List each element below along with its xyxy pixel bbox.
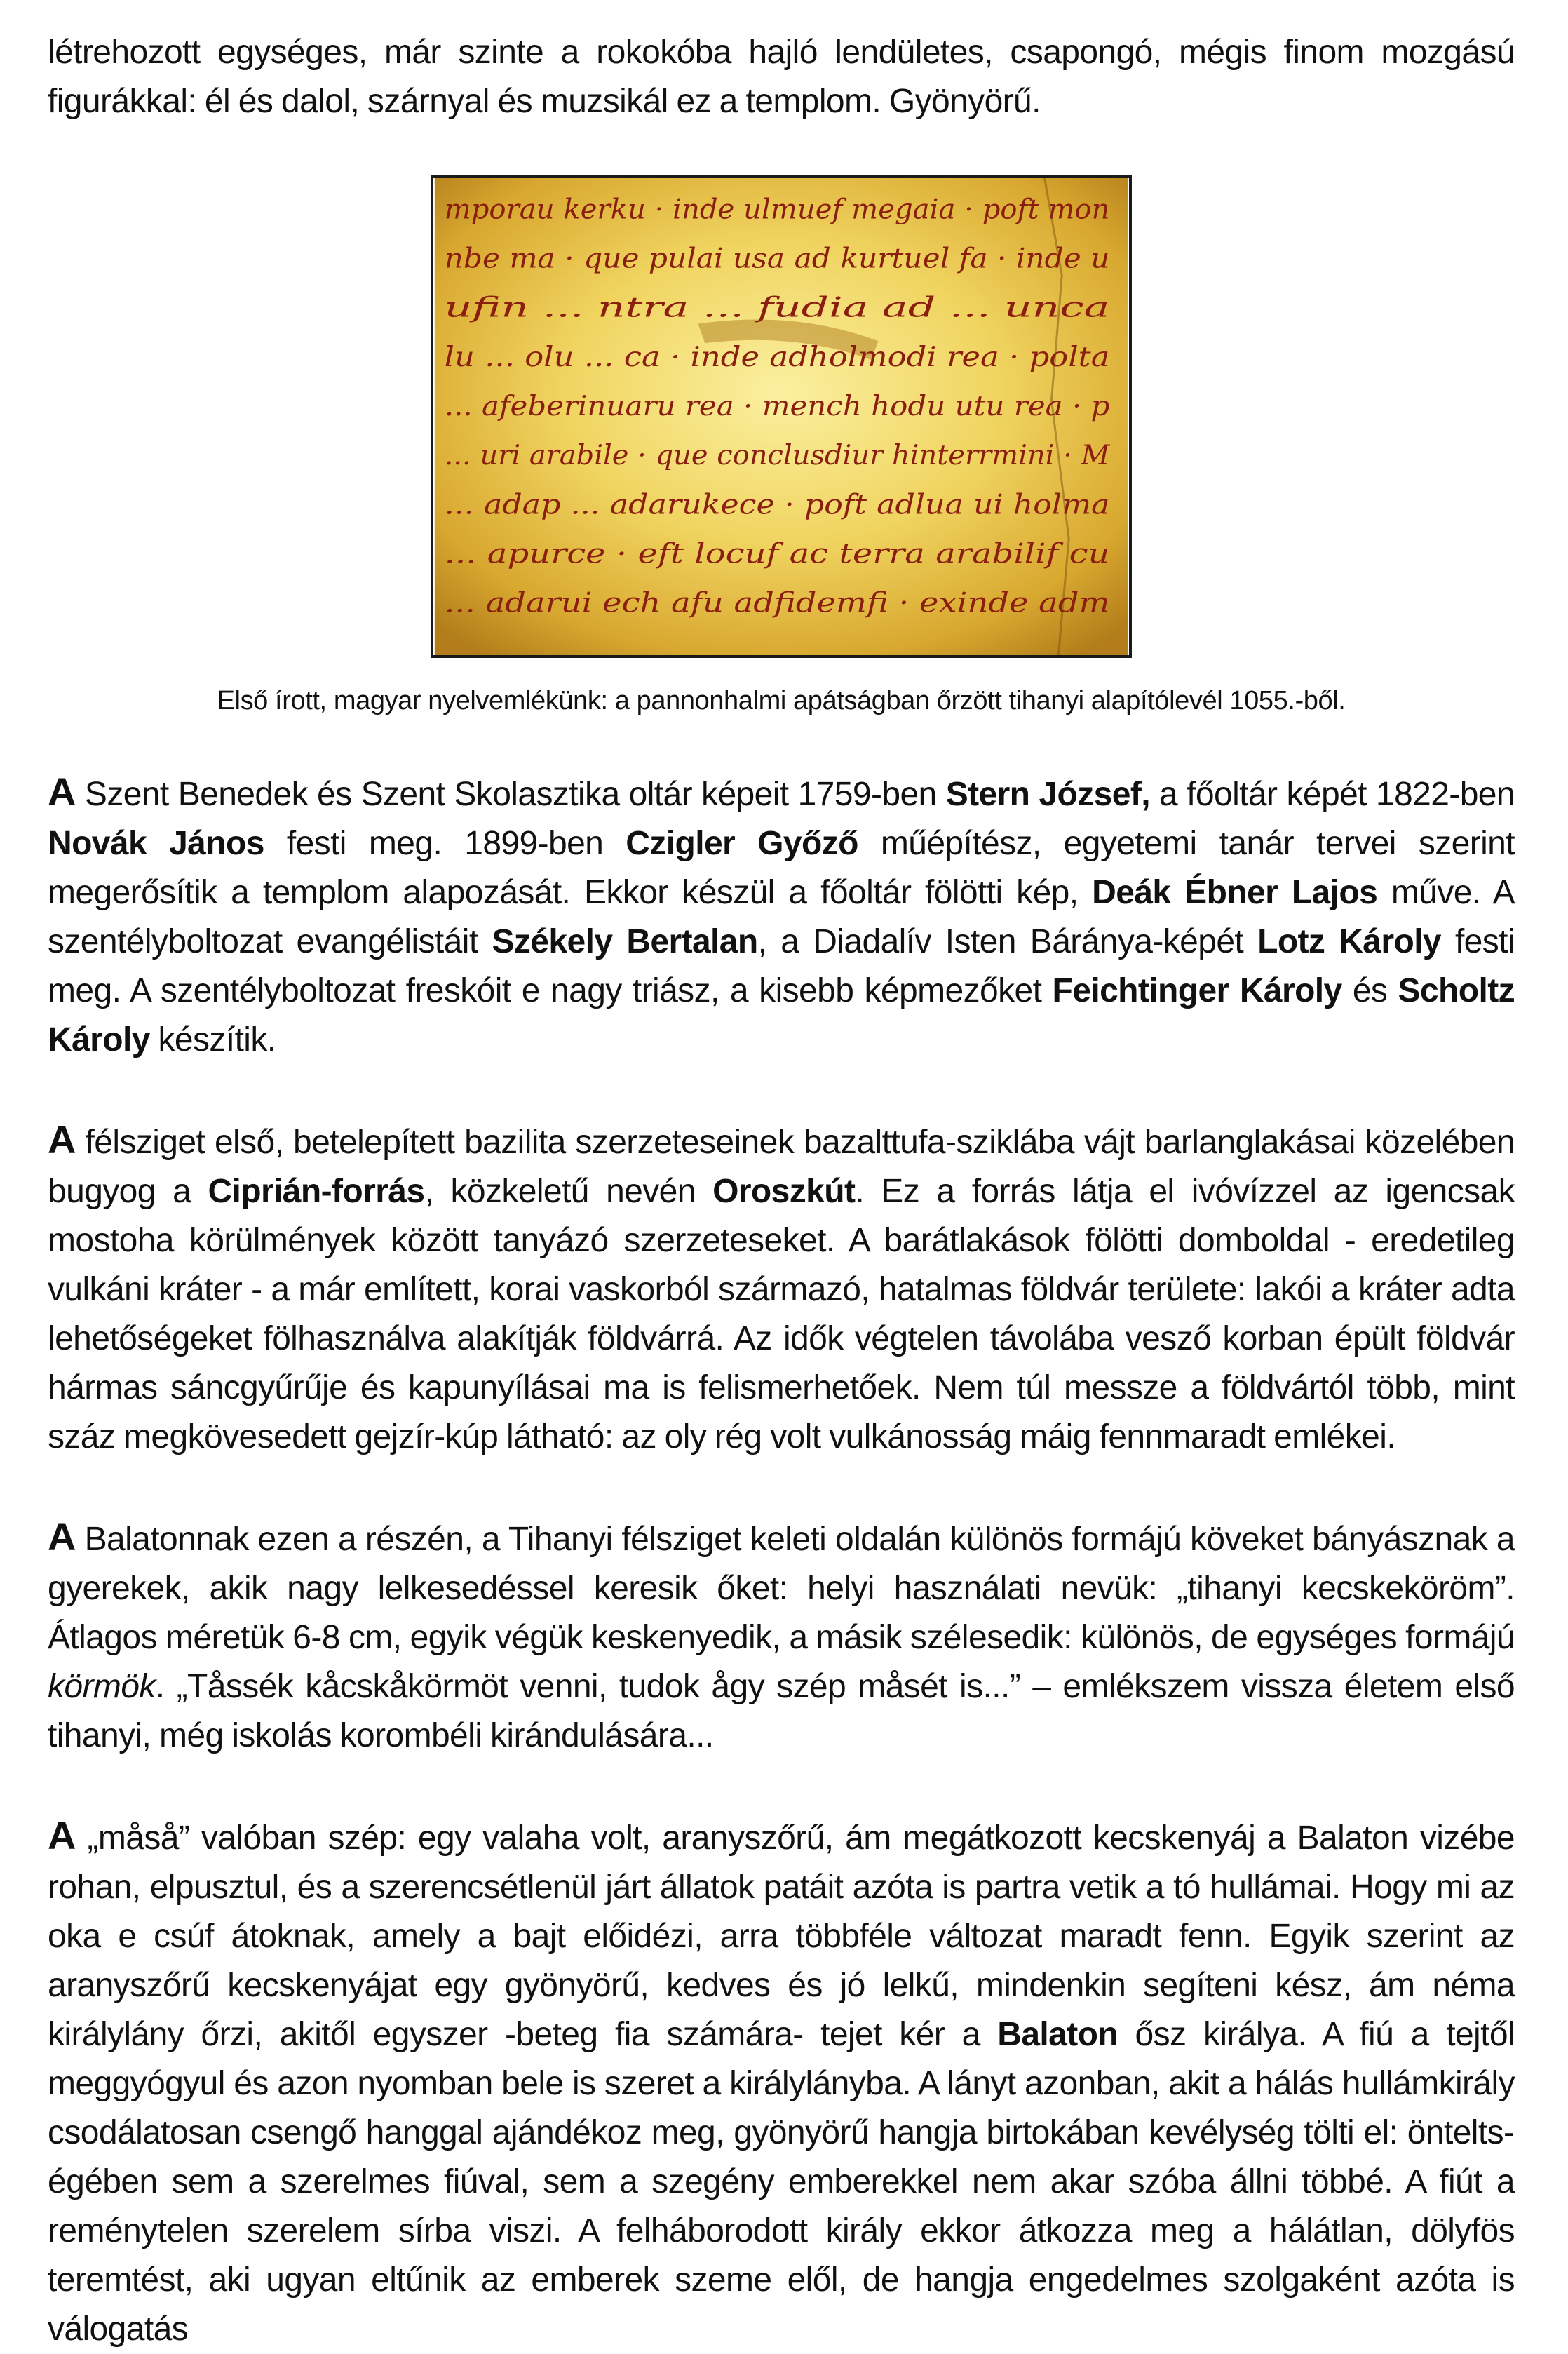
manuscript-line: ... adap ... adarukece · poft adlua ui holma	[444, 488, 1110, 521]
paragraph-legend	[48, 1811, 1515, 2354]
text-run: festi meg. 1899-ben	[264, 825, 626, 862]
manuscript-figure	[431, 175, 1132, 658]
paragraph-ciprian-spring	[48, 1115, 1515, 1462]
text-run: Szent Benedek és Szent Skolasztika oltár képeit 1759-ben	[75, 776, 946, 813]
text-run: , közkeletű nevén	[424, 1173, 713, 1210]
name-szekely: Székely Bertalan	[492, 923, 758, 960]
intro-text: létrehozott egységes, már szinte a rokokóba hajló lendületes, csapongó, mégis finom mozgású figurákkal: él és dalol, szárnyal és muzsikál ez a templom. Gyönyörű.	[48, 34, 1515, 120]
manuscript-line: ... adarui ech afu adfidemfi · exinde adm	[444, 586, 1110, 619]
text-run: . „Tåssék kåcskåkörmöt venni, tudok ågy szép måsét is...” – emlékszem vissza életem első tihanyi, még iskolás korombéli kirándulására...	[48, 1668, 1515, 1754]
name-novak: Novák János	[48, 825, 264, 862]
manuscript-line: mporau kerku · inde ulmuef megaia · poft mon	[444, 193, 1110, 226]
manuscript-line: ... afeberinuaru rea · mench hodu utu rea · p	[444, 390, 1110, 423]
text-run: készítik.	[149, 1021, 276, 1058]
name-scholtz: Scholtz Károly	[48, 972, 1515, 1058]
name-feichtinger: Feichtinger Károly	[1052, 972, 1342, 1009]
text-run: , a Diadalív Isten Báránya-képét	[757, 923, 1258, 960]
manuscript-line: ufin ... ntra ... fudia ad ... unca	[444, 291, 1110, 324]
manuscript-line: ... uri arabile · que conclusdiur hinterrmini · M	[444, 439, 1111, 472]
text-run: a főoltár képét 1822-ben	[1149, 776, 1515, 813]
italic-kormok: körmök	[48, 1668, 156, 1705]
paragraph-gap	[48, 1065, 1515, 1115]
text-run: és	[1341, 972, 1398, 1009]
document-page	[48, 28, 1515, 2354]
paragraph-gap	[48, 1462, 1515, 1512]
name-oroszkut: Oroszkút	[712, 1173, 856, 1210]
paragraph-artists	[48, 767, 1515, 1065]
intro-paragraph	[48, 28, 1515, 126]
text-run: festi meg. A szentélyboltozat freskóit e nagy triász, a kisebb képmezőket	[48, 923, 1515, 1009]
manuscript-line: ... apurce · eft locuf ac terra arabilif cu	[444, 537, 1110, 570]
name-stern: Stern József,	[945, 776, 1150, 813]
text-run: ősz királya. A fiú a tejtől meggyógyul és azon nyomban bele is szeret a királylányba. A lányt azonban, akit a hálás hullámkirály csodálatosan csengő hanggal ajándékoz meg, gyönyörű hangja birtokában kevélység tölti el: önteltségében sem a szerelmes fiúval, sem a szegény emberekkel nem akar szóba állni többé. A fiút a reménytelen szerelem sírba viszi. A felháborodott király ekkor átkozza meg a hálátlan, dölyfös teremtést, aki ugyan eltűnik az emberek szeme elől, de hangja engedelmes szolgaként azóta is válogatás	[48, 2016, 1515, 2348]
text-run: Balatonnak ezen a részén, a Tihanyi félsziget keleti oldalán különös formájú köveket bányásznak a gyerekek, akik nagy lelkesedéssel keresik őket: helyi használati nevük: „tihanyi kecskeköröm”. Átlagos méretük 6-8 cm, egyik végük keskenyedik, a másik szélesedik: különös, de egységes formájú	[48, 1521, 1515, 1656]
name-ciprian-forras: Ciprián-forrás	[208, 1173, 425, 1210]
name-czigler: Czigler Győző	[626, 825, 858, 862]
text-run: félsziget első, betelepített bazilita szerzeteseinek bazalttufa-sziklába vájt barlanglakásai közelében bugyog a	[48, 1124, 1515, 1210]
figure-caption: Első írott, magyar nyelvemlékünk: a pannonhalmi apátságban őrzött tihanyi alapítólevél 1055.-ből.	[217, 686, 1346, 715]
text-run: műve. A szentélyboltozat evangélistáit	[48, 874, 1515, 960]
manuscript-text-lines	[445, 193, 1111, 619]
drop-initial: A	[48, 769, 76, 814]
paragraph-gap	[48, 1761, 1515, 1811]
name-balaton: Balaton	[997, 2016, 1118, 2053]
manuscript-image	[431, 175, 1132, 658]
text-run: „måså” valóban szép: egy valaha volt, aranyszőrű, ám megátkozott kecskenyáj a Balaton vizébe rohan, elpusztul, és a szerencsétlenül járt állatok patáit azóta is partra vetik a tó hullámai. Hogy mi az oka e csúf átoknak, amely a bajt előidézi, arra többféle változat maradt fenn. Egyik szerint az aranyszőrű kecskenyájat egy gyönyörű, kedves és jó lelkű, mindenkin segíteni kész, ám néma királylány őrzi, akitől egyszer -beteg fia számára- tejet kér a	[48, 1820, 1515, 2053]
text-run: műépítész, egyetemi tanár tervei szerint megerősítik a templom alapozását. Ekkor készül a főoltár fölötti kép,	[48, 825, 1515, 911]
drop-initial: A	[48, 1117, 76, 1162]
manuscript-line: lu ... olu ... ca · inde adholmodi rea · polta	[444, 340, 1110, 373]
text-run: . Ez a forrás látja el ivóvízzel az igencsak mostoha körülmények között tanyázó szerzeteseket. A barátlakások fölötti domboldal - eredetileg vulkáni kráter - a már említett, korai vaskorból származó, hatalmas földvár területe: lakói a kráter adta lehetőségeket fölhasználva alakítják földvárrá. Az idők végtelen távolába vesző korban épült földvár hármas sáncgyűrűje és kapunyílásai ma is felismerhetőek. Nem túl messze a földvártól több, mint száz megkövesedett gejzír-kúp látható: az oly rég volt vulkánosság máig fennmaradt emlékei.	[48, 1173, 1515, 1455]
drop-initial: A	[48, 1813, 76, 1857]
drop-initial: A	[48, 1514, 76, 1559]
name-lotz: Lotz Károly	[1257, 923, 1442, 960]
paragraph-goat-claws	[48, 1512, 1515, 1761]
manuscript-line: nbe ma · que pulai usa ad kurtuel fa · inde u	[444, 242, 1110, 275]
name-deak-ebner: Deák Ébner Lajos	[1092, 874, 1378, 911]
